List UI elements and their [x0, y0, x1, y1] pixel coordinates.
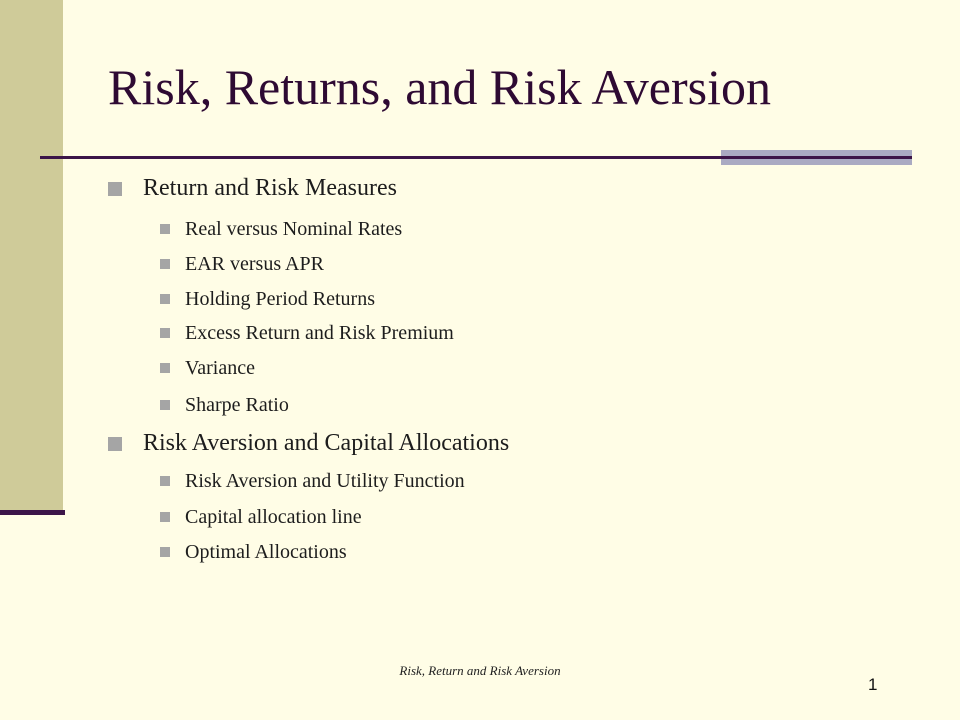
outline-subitem-label: Risk Aversion and Utility Function [185, 470, 465, 492]
square-bullet-icon [160, 512, 170, 522]
square-bullet-icon [160, 476, 170, 486]
square-bullet-icon [160, 400, 170, 410]
square-bullet-icon [160, 224, 170, 234]
slide-footer: Risk, Return and Risk Aversion [399, 663, 561, 678]
outline-subitem-label: Real versus Nominal Rates [185, 218, 403, 240]
outline-item-label: Return and Risk Measures [143, 175, 397, 201]
outline-subitem-label: Optimal Allocations [185, 541, 347, 563]
square-bullet-icon [160, 294, 170, 304]
square-bullet-icon [108, 182, 122, 196]
square-bullet-icon [108, 437, 122, 451]
outline-subitem-label: Sharpe Ratio [185, 394, 289, 416]
outline-subitem-label: EAR versus APR [185, 253, 324, 275]
outline-subitem-label: Capital allocation line [185, 506, 362, 528]
square-bullet-icon [160, 328, 170, 338]
square-bullet-icon [160, 547, 170, 557]
square-bullet-icon [160, 363, 170, 373]
slide-number: 1 [868, 675, 878, 694]
slide-title: Risk, Returns, and Risk Aversion [108, 59, 771, 115]
square-bullet-icon [160, 259, 170, 269]
outline-item-label: Risk Aversion and Capital Allocations [143, 430, 510, 456]
outline-subitem-label: Excess Return and Risk Premium [185, 322, 454, 344]
left-band-rule [0, 510, 65, 515]
title-rule [40, 156, 912, 159]
outline-subitem-label: Holding Period Returns [185, 288, 375, 310]
left-decorative-band [0, 0, 63, 513]
outline-subitem-label: Variance [185, 357, 255, 379]
